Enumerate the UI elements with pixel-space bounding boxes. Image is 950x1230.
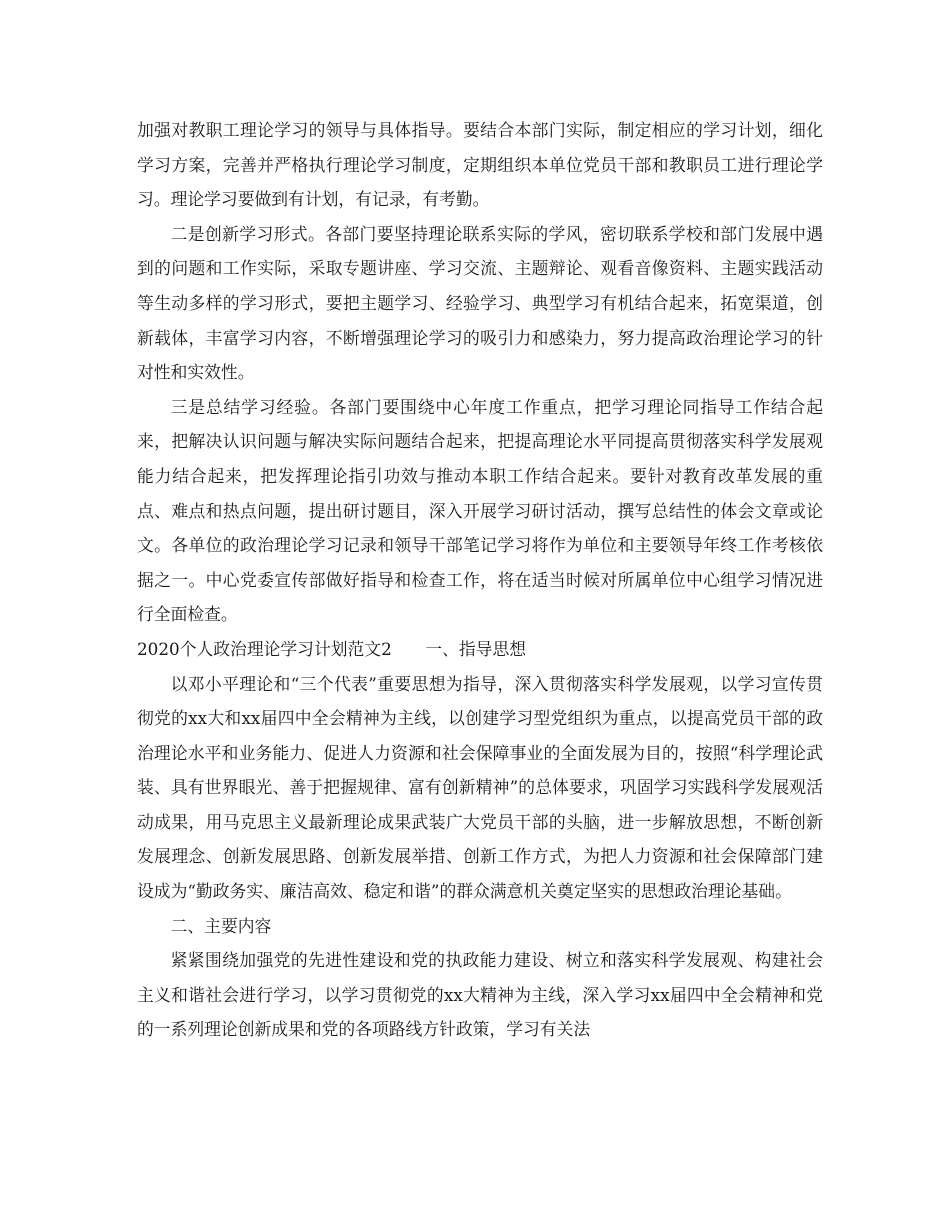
paragraph-study-guidance: 加强对教职工理论学习的领导与具体指导。要结合本部门实际，制定相应的学习计划，细化学习方案，完善并严格执行理论学习制度，定期组织本单位党员干部和教职员工进行理论学习。理论学习要做到有计划，有记录，有考勤。 bbox=[137, 120, 823, 210]
document-body bbox=[137, 113, 823, 1047]
paragraph-summarize-experience: 三是总结学习经验。各部门要围绕中心年度工作重点，把学习理论同指导工作结合起来，把解决认识问题与解决实际问题结合起来，把提高理论水平同提高贯彻落实科学发展观能力结合起来，把发挥理论指引功效与推动本职工作结合起来。要针对教育改革发展的重点、难点和热点问题，提出研讨题目，深入开展学习研讨活动，撰写总结性的体会文章或论文。各单位的政治理论学习记录和领导干部笔记学习将作为单位和主要领导年终工作考核依据之一。中心党委宣传部做好指导和检查工作，将在适当时候对所属单位中心组学习情况进行全面检查。 bbox=[137, 396, 823, 625]
paragraph-main-content: 紧紧围绕加强党的先进性建设和党的执政能力建设、树立和落实科学发展观、构建社会主义和谐社会进行学习，以学习贯彻党的xx大精神为主线，深入学习xx届四中全会精神和党的一系列理论创新成果和党的各项路线方针政策，学习有关法 bbox=[137, 950, 823, 1040]
paragraph-guiding-ideology: 以邓小平理论和“三个代表”重要思想为指导，深入贯彻落实科学发展观，以学习宣传贯彻党的xx大和xx届四中全会精神为主线，以创建学习型党组织为重点，以提高党员干部的政治理论水平和业务能力、促进人力资源和社会保障事业的全面发展为目的，按照“科学理论武装、具有世界眼光、善于把握规律、富有创新精神”的总体要求，巩固学习实践科学发展观活动成果，用马克思主义最新理论成果武装广大党员干部的头脑，进一步解放思想，不断创新发展理念、创新发展思路、创新发展举措、创新工作方式，为把人力资源和社会保障部门建设成为“勤政务实、廉洁高效、稳定和谐”的群众满意机关奠定坚实的思想政治理论基础。 bbox=[137, 673, 823, 902]
paragraph-innovate-study-forms: 二是创新学习形式。各部门要坚持理论联系实际的学风，密切联系学校和部门发展中遇到的问题和工作实际，采取专题讲座、学习交流、主题辩论、观看音像资料、主题实践活动等生动多样的学习形式，要把主题学习、经验学习、典型学习有机结合起来，拓宽渠道，创新载体，丰富学习内容，不断增强理论学习的吸引力和感染力，努力提高政治理论学习的针对性和实效性。 bbox=[137, 223, 823, 383]
heading-main-content: 二、主要内容 bbox=[170, 915, 272, 936]
section-title-plan-2: 2020个人政治理论学习计划范文2 一、指导思想 bbox=[137, 638, 527, 659]
